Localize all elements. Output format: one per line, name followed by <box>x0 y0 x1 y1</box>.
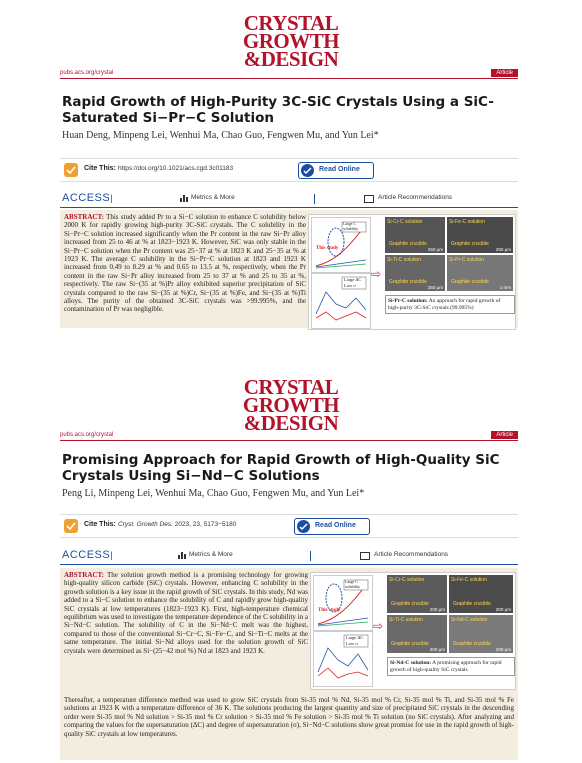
legend-large-dc: Large ΔC <box>344 277 362 282</box>
access-bar <box>60 548 518 565</box>
abstract-box <box>60 210 518 328</box>
abstract-text: ABSTRACT: This study added Pr to a Si−C solution to enhance C solubility below 2000 K for rapidly growing high-purity 3C-SiC crystals. The C solubility in the Si−Pr−C solution increased significantly when the Pr content in the raw Si−Pr alloy increased from 25 to 46 at % at 1823−1923 K. However, SiC was only stable in the Si−Pr−C solution when the Pr content was 25−37 at % at 1823 K and 25−35 at % at 1923 K. The average C solubility in the Si−Pr−C solution at 1823 and 1923 K increased from 0.49 to 8.29 at % and 0.65 to 13.5 at %, respectively, when the Pr content in the raw Si−Pr alloy increased from 25 to 37 at % and 25 to 35 at %, respectively. The raw Si−(35 at %)Pr alloy exhibited superior precipitation of SiC crystals compared to the raw Si−(35 at %)Cr, Si−(35 at %)Fe, and Si−(35 at %)Ti alloys. The purity of the obtained 3C-SiC crystals was >99.995%, and the contamination of Pr was negligible. <box>64 213 306 314</box>
article-badge: Article <box>491 69 518 77</box>
divider <box>310 551 311 561</box>
cite-label: Cite This: <box>84 521 116 528</box>
this-study-label: This study <box>316 246 339 251</box>
legend-low-sigma: Low σ <box>344 283 356 288</box>
globe-icon <box>297 520 310 533</box>
legend-large-c: Large C solubility <box>345 579 361 589</box>
sem-image: Si-Cr-C solution Graphite crucible 250 μm <box>387 219 443 252</box>
abstract-text-continued: Thereafter, a temperature difference method was used to grow SiC crystals from Si-35 mol % Nd, Si-35 mol % Cr, Si-35 mol % Ti, and Si-35 mol % Fe solutions at 1923 K with a temperature difference of 36 K. The solutions producing the largest quantity and size of precipitated SiC crystals in the descending order were Si-35 mol % Nd solution > Si-35 mol % Cr solution > Si-35 mol % Fe solution > Si-35 mol % Ti solution (no SiC crystals). After analyzing and comparing the values for the supersaturation (ΔC) and degree of supersaturation (σ), Si−Nd−C solutions show great promise for use in the rapid growth of high-quality SiC crystals at low temperatures. <box>64 696 514 738</box>
sem-image: Si-Pr-C solution Graphite crucible 1 mm <box>449 257 511 290</box>
article-header-2 <box>0 375 582 763</box>
arrow-icon: ⇨ <box>373 619 384 633</box>
legend-low-sigma: Low σ <box>346 641 358 646</box>
access-bar <box>60 191 518 208</box>
recommendations-link[interactable]: Article Recommendations <box>378 194 453 201</box>
pubs-url[interactable]: pubs.acs.org/crystal <box>60 432 114 438</box>
this-study-label: This study <box>318 608 341 613</box>
read-online-button[interactable] <box>298 162 374 179</box>
doi-link[interactable]: https://doi.org/10.1021/acs.cgd.3c01183 <box>118 165 234 172</box>
metrics-icon <box>180 195 188 202</box>
journal-logo: CRYSTAL GROWTH &DESIGN <box>242 11 340 71</box>
solubility-plot <box>311 217 371 273</box>
article-title: Rapid Growth of High-Purity 3C-SiC Crystals Using a SiC-Saturated Si−Pr−C Solution <box>62 94 494 126</box>
solubility-plot <box>313 575 373 631</box>
article-badge: Article <box>491 431 518 439</box>
cite-label: Cite This: <box>84 165 116 172</box>
access-label: ACCESS| <box>62 549 114 561</box>
toc-caption: Si-Nd-C solution: A promising approach for rapid growth of high-quality SiC crystals <box>387 657 515 676</box>
abstract-box <box>60 568 518 760</box>
legend-large-c: Large C solubility <box>343 221 359 231</box>
divider <box>60 440 518 441</box>
metrics-link[interactable]: Metrics & More <box>191 194 235 201</box>
sem-image: Si-Ti-C solution Graphite crucible 200 μm <box>389 617 445 652</box>
read-online-button[interactable] <box>294 518 370 535</box>
globe-icon <box>301 164 314 177</box>
read-online-label: Read Online <box>315 522 356 529</box>
supersaturation-plot <box>313 631 373 687</box>
pubs-url[interactable]: pubs.acs.org/crystal <box>60 70 114 76</box>
cite-bar <box>60 514 518 538</box>
abstract-text: ABSTRACT: The solution growth method is a promising technology for growing high-quality silicon carbide (SiC) crystals. However, enhancing C solubility in the growth solution is a key issue in the rapid growth of SiC crystals. In this study, Nd was added to a Si−C solution to enhance the solubility of C and rapidly grow high-quality SiC crystals at low temperatures (1823−1923 K). First, high-temperature chemical equilibrium was used to investigate the temperature dependence of the C solubility in a Si−Nd−C solution. The solubility of C in the Si−Nd−C melt was the highest, compared to those of the conventional Si−Cr−C, Si−Fe−C, and Si−Ti−C melts at the same temperature. The initial Si−Nd alloys used for the solution growth of SiC crystals were determined as Si−(25−42 mol %) Nd at 1823 and 1923 K. <box>64 571 309 655</box>
quote-icon <box>64 519 78 533</box>
cite-bar <box>60 158 518 182</box>
recommendations-icon <box>364 195 374 203</box>
article-title: Promising Approach for Rapid Growth of High-Quality SiC Crystals Using Si−Nd−C Solutions <box>62 452 500 484</box>
toc-graphic <box>308 214 516 330</box>
toc-caption: Si-Pr-C solution: An approach for rapid growth of high-purity 3C-SiC crystals (99.995%) <box>385 295 515 314</box>
article-header-1 <box>0 0 582 380</box>
metrics-icon <box>178 552 186 559</box>
divider <box>314 194 315 204</box>
sem-image: Si-Fe-C solution Graphite crucible 200 μm <box>451 577 511 612</box>
sem-image: Si-Cr-C solution Graphite crucible 200 μm <box>389 577 445 612</box>
journal-logo: CRYSTAL GROWTH &DESIGN <box>242 375 340 435</box>
supersaturation-plot <box>311 273 371 329</box>
author-list: Peng Li, Minpeng Lei, Wenhui Ma, Chao Guo, Fengwen Mu, and Yun Lei* <box>62 488 365 499</box>
toc-graphic <box>310 572 516 690</box>
recommendations-icon <box>360 552 370 560</box>
metrics-link[interactable]: Metrics & More <box>189 551 233 558</box>
read-online-label: Read Online <box>319 166 360 173</box>
divider <box>60 78 518 79</box>
access-label: ACCESS| <box>62 192 114 204</box>
sem-image: Si-Nd-C solution Graphite crucible 200 μm <box>451 617 511 652</box>
quote-icon <box>64 163 78 177</box>
citation-text: Cryst. Growth Des. 2023, 23, 5173−5180 <box>118 521 237 528</box>
arrow-icon: ⇨ <box>371 267 382 281</box>
sem-image: Si-Ti-C solution Graphite crucible 250 μm <box>387 257 443 290</box>
author-list: Huan Deng, Minpeng Lei, Wenhui Ma, Chao Guo, Fengwen Mu, and Yun Lei* <box>62 130 379 141</box>
legend-large-dc: Large ΔC <box>346 635 364 640</box>
recommendations-link[interactable]: Article Recommendations <box>374 551 449 558</box>
sem-image: Si-Fe-C solution Graphite crucible 250 μm <box>449 219 511 252</box>
